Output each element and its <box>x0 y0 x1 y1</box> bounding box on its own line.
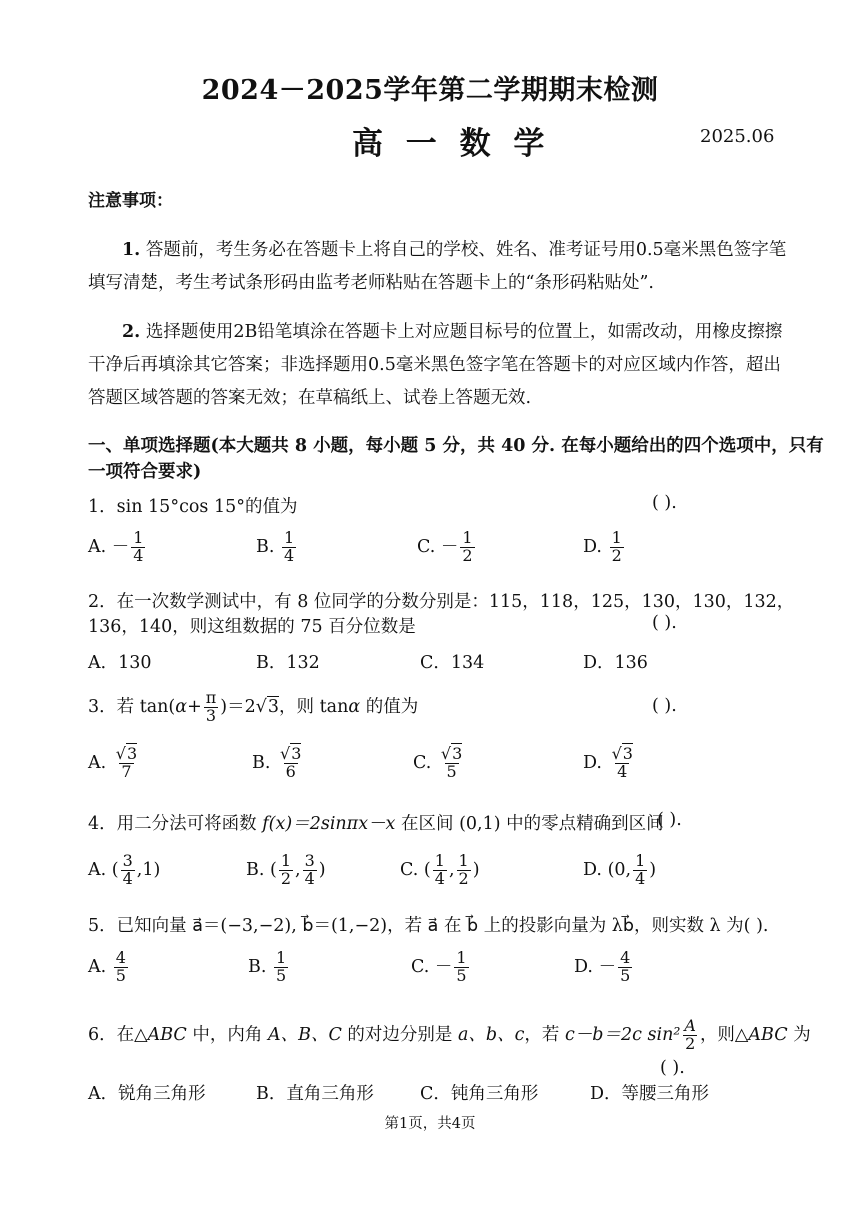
option-fraction <box>274 950 288 985</box>
alpha-symbol: α <box>348 696 361 717</box>
question-4-option-d <box>583 853 656 888</box>
question-4-option-c <box>400 853 480 888</box>
option-sign: － <box>111 536 130 557</box>
sqrt-radicand: 3 <box>622 744 633 763</box>
sqrt-radicand: 3 <box>267 696 280 717</box>
question-4-option-a <box>88 853 160 888</box>
fraction-numerator: 1 <box>456 948 467 967</box>
option-label: D. <box>583 536 602 557</box>
option-label: A. <box>88 536 107 557</box>
option-fraction <box>460 530 474 565</box>
fraction-denominator: 4 <box>133 545 144 565</box>
fraction-denominator: 5 <box>456 965 467 985</box>
angle-names: A、B、C <box>267 1024 342 1045</box>
fraction-denominator: 3 <box>205 705 217 725</box>
option-label: D. <box>574 956 593 977</box>
fraction-numerator: 1 <box>276 948 287 967</box>
paren-close: ) <box>472 859 480 880</box>
question-3-answer-blank: ( ). <box>652 696 677 716</box>
notice-item-2-text: 选择题使用2B铅笔填涂在答题卡上对应题目标号的位置上，如需改动，用橡皮擦擦 <box>145 322 783 342</box>
pi-over-3-fraction <box>204 690 219 725</box>
q6-text-5: ，则△ <box>699 1024 749 1045</box>
option-label: C. <box>400 859 419 880</box>
sqrt-radicand: 3 <box>452 744 463 763</box>
fraction-denominator: 4 <box>284 545 295 565</box>
sqrt-symbol: √ <box>255 696 267 717</box>
comma: , <box>448 859 455 880</box>
option-fraction <box>114 746 139 781</box>
fraction-denominator: 4 <box>122 868 133 888</box>
question-1-option-b <box>256 530 298 565</box>
notice-item-1-text: 答题前，考生务必在答题卡上将自己的学校、姓名、准考证号用0.5毫米黑色签字笔 <box>145 240 787 260</box>
question-3-option-b <box>252 746 305 781</box>
notice-item-2-line-3: 答题区域答题的答案无效；在草稿纸上、试卷上答题无效. <box>88 388 532 408</box>
q3-tail: ，则 tan <box>279 696 349 717</box>
notice-item-1-number: 1. <box>122 240 141 260</box>
fraction-numerator: 4 <box>115 948 126 967</box>
question-2-line-1: 2．在一次数学测试中，有 8 位同学的分数分别是：115，118，125，130，130，132， <box>88 592 795 612</box>
fraction-numerator: 1 <box>280 851 292 870</box>
fraction-numerator: 1 <box>458 851 469 870</box>
paren-close: ) <box>318 859 326 880</box>
option-label: C. <box>413 752 432 773</box>
question-2-option-b: B．132 <box>256 653 320 673</box>
option-fraction <box>610 530 624 565</box>
question-5-option-c <box>411 950 471 985</box>
option-fraction <box>114 950 128 985</box>
question-5-stem: 5．已知向量 a⃗＝(−3,−2), b⃗＝(1,−2)，若 a⃗ 在 b⃗ 上的投影向量为 λb⃗，则实数 λ 为( ). <box>88 916 769 936</box>
q4-text: 4．用二分法可将函数 <box>88 814 263 834</box>
option-sign: － <box>440 536 459 557</box>
fraction-numerator: 1 <box>462 528 473 547</box>
option-label: B. <box>248 956 267 977</box>
fraction-numerator: 1 <box>434 851 445 870</box>
q3-rhs: )＝2 <box>220 696 256 717</box>
fraction-numerator: 1 <box>635 851 646 870</box>
fraction-numerator: √3 <box>280 744 302 763</box>
fraction-denominator: 4 <box>304 868 315 888</box>
q6-text: 6．在△ <box>88 1024 148 1045</box>
q4-text-2: 在区间 (0,1) 中的零点精确到区间 <box>395 814 664 834</box>
paren-close: ) <box>649 859 657 880</box>
fraction-denominator: 4 <box>635 868 646 888</box>
option-sign: － <box>598 956 617 977</box>
notice-item-2-line-1 <box>122 318 782 343</box>
half-angle-fraction <box>682 1018 698 1053</box>
fraction-numerator: π <box>205 688 217 707</box>
option-label: B. <box>246 859 265 880</box>
option-fraction <box>454 950 468 985</box>
fraction-numerator: 3 <box>304 851 315 870</box>
fraction-denominator: 4 <box>434 868 445 888</box>
sqrt-radicand: 3 <box>126 744 138 763</box>
paren-open: ( <box>423 859 431 880</box>
fraction-denominator: 2 <box>611 545 622 565</box>
question-3-option-d <box>583 746 637 781</box>
q6-text-3: 的对边分别是 <box>341 1024 458 1045</box>
fraction-numerator: 1 <box>133 528 144 547</box>
fraction-numerator: √3 <box>440 744 463 763</box>
question-5-option-a <box>88 950 130 985</box>
question-6-option-b: B．直角三角形 <box>256 1084 374 1104</box>
fraction-denominator: 5 <box>276 965 287 985</box>
section-heading-line-1: 一、单项选择题(本大题共 8 小题，每小题 5 分，共 40 分. 在每小题给出的四个选项中，只有 <box>88 436 824 456</box>
notice-heading: 注意事项： <box>88 191 173 211</box>
question-6-stem <box>88 1018 811 1053</box>
question-1-option-a <box>88 530 147 565</box>
fraction-numerator: A <box>684 1016 696 1035</box>
option-fraction <box>433 853 447 888</box>
option-fraction <box>131 530 145 565</box>
fraction-numerator: 1 <box>611 528 622 547</box>
fraction-numerator: √3 <box>611 744 633 763</box>
fraction-denominator: 2 <box>280 868 292 888</box>
question-1-stem: 1．sin 15°cos 15°的值为 <box>88 497 298 517</box>
question-4-answer-blank: ( ). <box>657 810 682 830</box>
question-6-option-d: D．等腰三角形 <box>590 1084 710 1104</box>
paren-open: ( <box>270 859 277 880</box>
notice-item-1-line-2: 填写清楚，考生考试条形码由监考老师粘贴在答题卡上的“条形码粘贴处”. <box>88 273 654 293</box>
question-3-option-c <box>413 746 466 781</box>
option-fraction <box>439 746 464 781</box>
option-label: A. <box>88 859 107 880</box>
fraction-denominator: 2 <box>462 545 473 565</box>
q3-tail-2: 的值为 <box>360 696 419 717</box>
option-fraction <box>282 530 296 565</box>
fraction-denominator: 5 <box>446 761 457 781</box>
paren-open: (0, <box>607 859 632 880</box>
question-5-option-d <box>574 950 634 985</box>
page-number: 第1页，共4页 <box>384 1116 476 1132</box>
sqrt-radicand: 3 <box>291 744 302 763</box>
question-2-answer-blank: ( ). <box>652 613 677 633</box>
option-sign: － <box>434 956 453 977</box>
option-fraction <box>457 853 471 888</box>
q6-equation: c－b＝2c sin² <box>565 1024 681 1045</box>
question-4-stem <box>88 810 664 835</box>
question-5-option-b <box>248 950 290 985</box>
comma: , <box>295 859 301 880</box>
option-fraction <box>610 746 635 781</box>
fraction-denominator: 7 <box>121 761 132 781</box>
option-label: B. <box>256 536 275 557</box>
option-label: D. <box>583 752 602 773</box>
q6-text-2: 中，内角 <box>186 1024 268 1045</box>
question-2-option-a: A．130 <box>88 653 152 673</box>
option-label: C. <box>417 536 436 557</box>
fraction-denominator: 4 <box>617 761 628 781</box>
paren-open: ( <box>111 859 119 880</box>
question-6-option-c: C．钝角三角形 <box>420 1084 539 1104</box>
exam-title: 2024－2025学年第二学期期末检测 <box>201 75 659 106</box>
q6-text-4: ，若 <box>524 1024 565 1045</box>
exam-date: 2025.06 <box>700 126 775 147</box>
q6-text-6: 为 <box>787 1024 811 1045</box>
paren-close: ,1) <box>136 859 161 880</box>
fraction-numerator: √3 <box>115 744 138 763</box>
q3-text: 3．若 tan( <box>88 696 176 717</box>
notice-item-2-number: 2. <box>122 322 141 342</box>
question-1-answer-blank: ( ). <box>652 493 677 513</box>
fraction-denominator: 2 <box>685 1033 696 1053</box>
triangle-name: ABC <box>147 1024 187 1045</box>
question-2-option-d: D．136 <box>583 653 648 673</box>
question-1-option-d <box>583 530 626 565</box>
notice-item-2-line-2: 干净后再填涂其它答案；非选择题用0.5毫米黑色签字笔在答题卡的对应区域内作答，超出 <box>88 355 781 375</box>
option-label: A. <box>88 956 107 977</box>
fraction-numerator: 4 <box>620 948 631 967</box>
fraction-numerator: 1 <box>284 528 295 547</box>
option-label: D. <box>583 859 602 880</box>
question-2-line-2: 136，140，则这组数据的 75 百分位数是 <box>88 617 416 637</box>
fraction-numerator: 3 <box>122 851 133 870</box>
triangle-name: ABC <box>748 1024 788 1045</box>
section-heading-line-2: 一项符合要求) <box>88 462 202 482</box>
subject-title: 高 一 数 学 <box>352 126 551 162</box>
question-6-option-a: A．锐角三角形 <box>88 1084 206 1104</box>
question-3-option-a <box>88 746 141 781</box>
option-label: A. <box>88 752 107 773</box>
option-fraction <box>279 853 293 888</box>
question-1-option-c <box>417 530 477 565</box>
option-label: B. <box>252 752 271 773</box>
option-label: C. <box>411 956 430 977</box>
option-fraction <box>303 853 317 888</box>
option-fraction <box>278 746 303 781</box>
question-2-option-c: C．134 <box>420 653 485 673</box>
plus-sign: + <box>187 696 202 717</box>
side-names: a、b、c <box>457 1024 525 1045</box>
fraction-denominator: 6 <box>285 761 296 781</box>
question-4-option-b <box>246 853 326 888</box>
q4-function: f(x)＝2sinπx－x <box>262 814 396 834</box>
option-fraction <box>121 853 135 888</box>
notice-item-1-line-1 <box>122 236 786 261</box>
option-fraction <box>633 853 647 888</box>
question-3-stem <box>88 690 418 725</box>
question-6-answer-blank: ( ). <box>660 1058 685 1078</box>
fraction-denominator: 2 <box>458 868 469 888</box>
fraction-denominator: 5 <box>115 965 126 985</box>
fraction-denominator: 5 <box>620 965 631 985</box>
option-fraction <box>618 950 632 985</box>
alpha-symbol: α <box>175 696 188 717</box>
